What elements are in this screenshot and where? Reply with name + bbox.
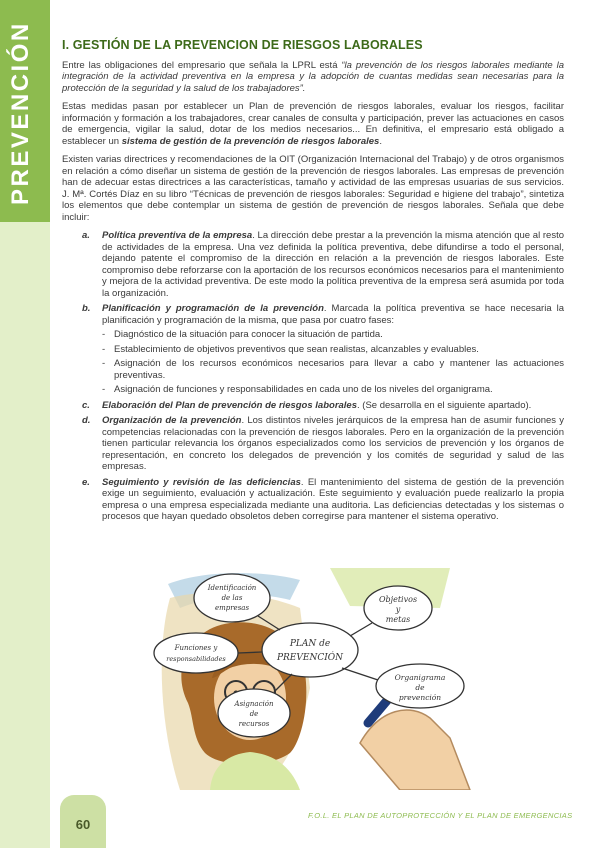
bubble-label: empresas	[214, 604, 250, 612]
bubble-label: Identificación	[207, 584, 257, 592]
sidebar	[0, 0, 50, 848]
sidebar-header	[0, 0, 50, 222]
bubble-label: de	[249, 710, 259, 718]
bubble-label: metas	[385, 615, 411, 624]
list-item: d. Organización de la prevención. Los distintos niveles jerárquicos de la empresa han de asumir funciones y competencias relacionadas con la prevención de riesgos laborales. Pero en la organización de la prevención tienen particular relevancia los órganos especializados como los servicios de prevención y los órganos de representación, en concreto los delegados de prevención y los comités de seguridad y salud de las empresas.	[82, 415, 564, 472]
bubble-label: Asignación	[234, 700, 274, 708]
center-label-line2: PREVENCIÓN	[276, 653, 344, 663]
phase-item: - Asignación de los recursos económicos necesarios para llevar a cabo y mantener las actuaciones preventivas.	[102, 358, 564, 381]
bubble-label: responsabilidades	[166, 655, 226, 663]
phase-item: - Establecimiento de objetivos preventivos que sean realistas, alcanzables y evaluables.	[102, 344, 564, 356]
bubble-label: prevención	[398, 693, 442, 702]
paragraph-measures: Estas medidas pasan por establecer un Plan de prevención de riesgos laborales, evaluar los riesgos, facilitar información y formación a los trabajadores, crear canales de consulta y participación, prever las actuaciones en casos de emergencia, vigilar la salud, dotar de los medios necesarios... En definitiva, el empresario está obligado a establecer un sistema de gestión de la prevención de riesgos laborales.	[62, 101, 564, 147]
sidebar-title: PREVENCIÓN	[7, 21, 34, 205]
bubble-label: de	[415, 683, 425, 692]
bubble-label: Organigrama	[394, 673, 446, 682]
bubble-label: recursos	[238, 720, 270, 728]
section-title: I. GESTIÓN DE LA PREVENCION DE RIESGOS LABORALES	[62, 38, 423, 52]
list-item: e. Seguimiento y revisión de las deficiencias. El mantenimiento del sistema de gestión de la prevención exige un seguimiento, evaluación y actualización. Este seguimiento y evaluación puede realizarlo la propia empresa o una empresa especializada mediante una auditoria. Las deficiencias detectadas y los sistemas o procesos que hayan quedado obsoletos deben corregirse para mantener el sistema operativo.	[82, 476, 564, 522]
main-content	[62, 40, 564, 527]
phase-item: - Asignación de funciones y responsabilidades en cada uno de los niveles del organigrama.	[102, 384, 564, 396]
phases-list	[102, 329, 564, 396]
elements-list	[62, 230, 564, 523]
paragraph-intro: Entre las obligaciones del empresario que señala la LPRL está “la prevención de los riesgos laborales mediante la integración de la actividad preventiva en la empresa y la adopción de cuantas medidas sean necesarias para la protección de la seguridad y la salud de los trabajadores”.	[62, 59, 564, 94]
page-number: 60	[75, 817, 91, 832]
footer-running-title: F.O.L. EL PLAN DE AUTOPROTECCIÓN Y EL PLAN DE EMERGENCIAS	[308, 811, 573, 820]
center-label-line1: PLAN de	[289, 639, 331, 649]
bubble-funciones	[154, 633, 238, 673]
page-number-tab	[60, 795, 106, 848]
bubble-label: de las	[221, 594, 243, 602]
list-item: b. Planificación y programación de la prevención. Marcada la política preventiva se hace necesaria la planificación y programación de la misma, que pasa por cuatro fases: - Diagnóstico de la situación para conocer la situación de partida. - Establecimiento de objetivos preventivos que sean realistas, alcanzables y evaluables. - Asignación de los recursos económicos necesarios para llevar a cabo y mantener las actuaciones preventivas. - Asignación de funciones y responsabilidades en cada uno de los niveles del organigrama.	[62, 303, 564, 396]
bubble-label: Objetivos	[378, 595, 418, 604]
bubble-label: y	[395, 605, 401, 614]
illustration	[150, 568, 525, 790]
bubble-label: Funciones y	[174, 644, 218, 652]
phase-item: - Diagnóstico de la situación para conocer la situación de partida.	[102, 329, 564, 341]
list-item: c. Elaboración del Plan de prevención de riesgos laborales. (Se desarrolla en el siguiente apartado).	[82, 399, 532, 411]
paragraph-directives: Existen varias directrices y recomendaciones de la OIT (Organización Internacional del Trabajo) y de otros organismos en relación a cómo diseñar un sistema de gestión de la prevención de riesgos laborales. Las empresas de prevención han de adecuar estas directrices a las características, tamaño y actividad de las empresas usuarias de sus servicios. J. Mª. Cortés Díaz en su libro “Técnicas de prevención de riesgos laborales: Seguridad e higiene del trabajo”, sintetiza los elementos que debe contemplar un sistema de gestión de prevención de riesgos laborales. Señala que debe incluir:	[62, 154, 564, 223]
list-item: a. Política preventiva de la empresa. La dirección debe prestar a la prevención la misma atención que al resto de actividades de la empresa. Una vez definida la política preventiva, debe difundirse a todo el personal, dejando patente el compromiso de la dirección en relación a la prevención de riesgos laborales. Este compromiso debe reforzarse con la aportación de los recursos económicos necesarios para el mantenimiento y mejora de la actividad preventiva. De este modo la política preventiva de la empresa será asumida por toda la organización.	[82, 230, 564, 299]
